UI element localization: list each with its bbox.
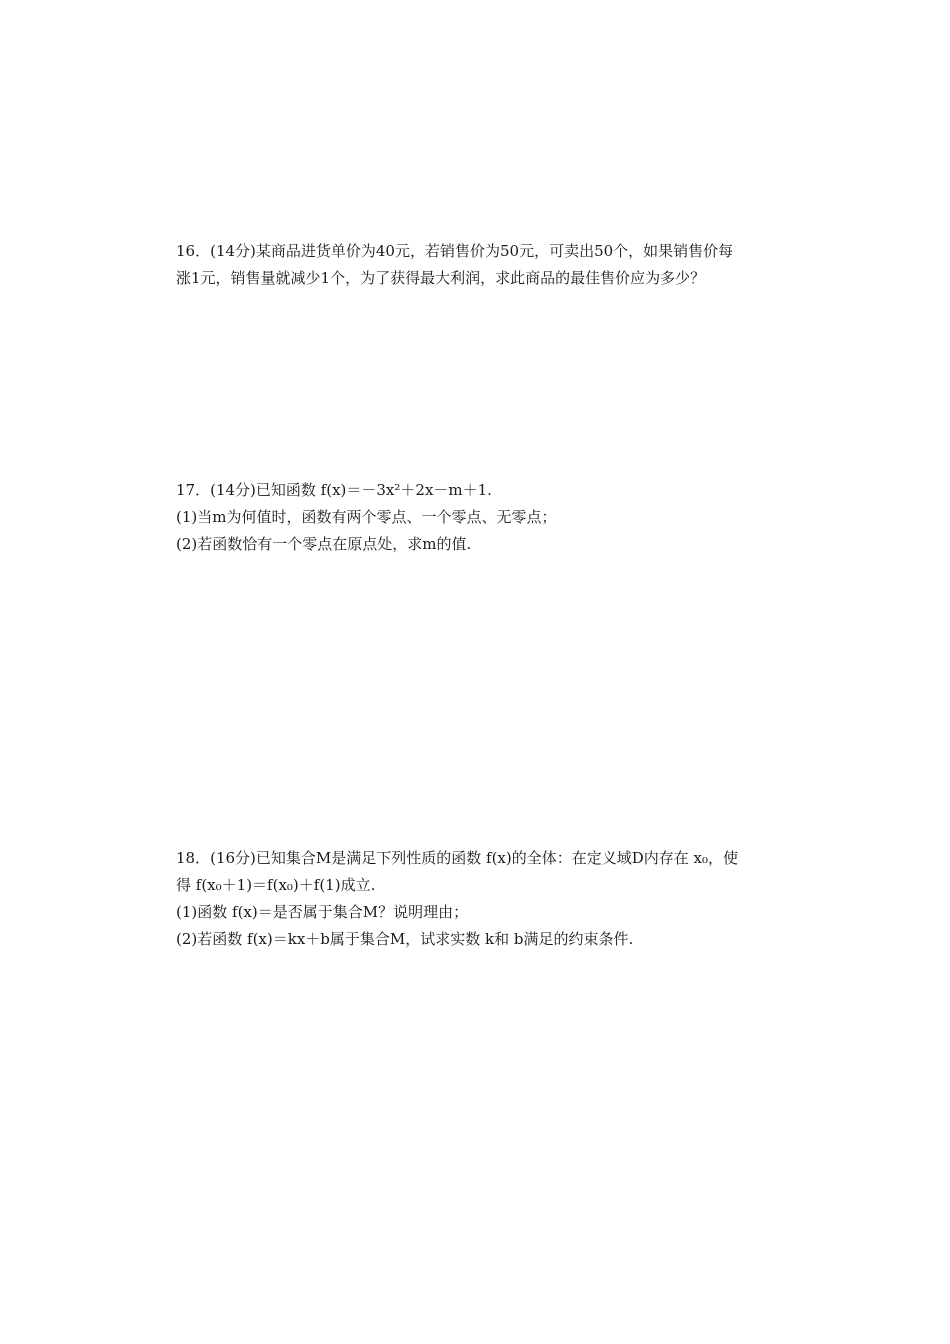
sub-question-2: (2)若函数 f(x)＝kx＋b属于集合M，试求实数 k和 b满足的约束条件.	[176, 930, 634, 948]
sub-question-1: (1)当m为何值时，函数有两个零点、一个零点、无零点；	[176, 508, 557, 526]
problem-16-line-1	[176, 238, 816, 265]
sub-question-2: (2)若函数恰有一个零点在原点处，求m的值.	[176, 535, 472, 553]
sub-question-1: (1)函数 f(x)＝是否属于集合M？说明理由；	[176, 903, 469, 921]
problem-text: 某商品进货单价为40元，若销售价为50元，可卖出50个，如果销售价每	[255, 242, 734, 260]
problem-number: 17．	[176, 481, 211, 499]
problem-17	[176, 477, 816, 558]
function-expression: f(x)＝－3x²＋2x－m＋1.	[320, 481, 492, 499]
problem-18	[176, 845, 816, 953]
problem-number: 18．	[176, 849, 211, 867]
problem-points: (14分)	[210, 242, 256, 260]
problem-18-line-1	[176, 845, 816, 872]
problem-16-line-2: 涨1元，销售量就减少1个，为了获得最大利润，求此商品的最佳售价应为多少？	[176, 269, 706, 287]
problem-stem: 已知集合M是满足下列性质的函数 f(x)的全体：在定义域D内存在 x₀，使	[255, 849, 739, 867]
problem-stem: 已知函数	[255, 481, 321, 499]
problem-number: 16．	[176, 242, 211, 260]
problem-18-line-2: 得 f(x₀＋1)＝f(x₀)＋f(1)成立.	[176, 876, 376, 894]
problem-points: (14分)	[210, 481, 256, 499]
problem-16	[176, 238, 816, 292]
problem-points: (16分)	[210, 849, 256, 867]
problem-17-line-1	[176, 477, 816, 504]
